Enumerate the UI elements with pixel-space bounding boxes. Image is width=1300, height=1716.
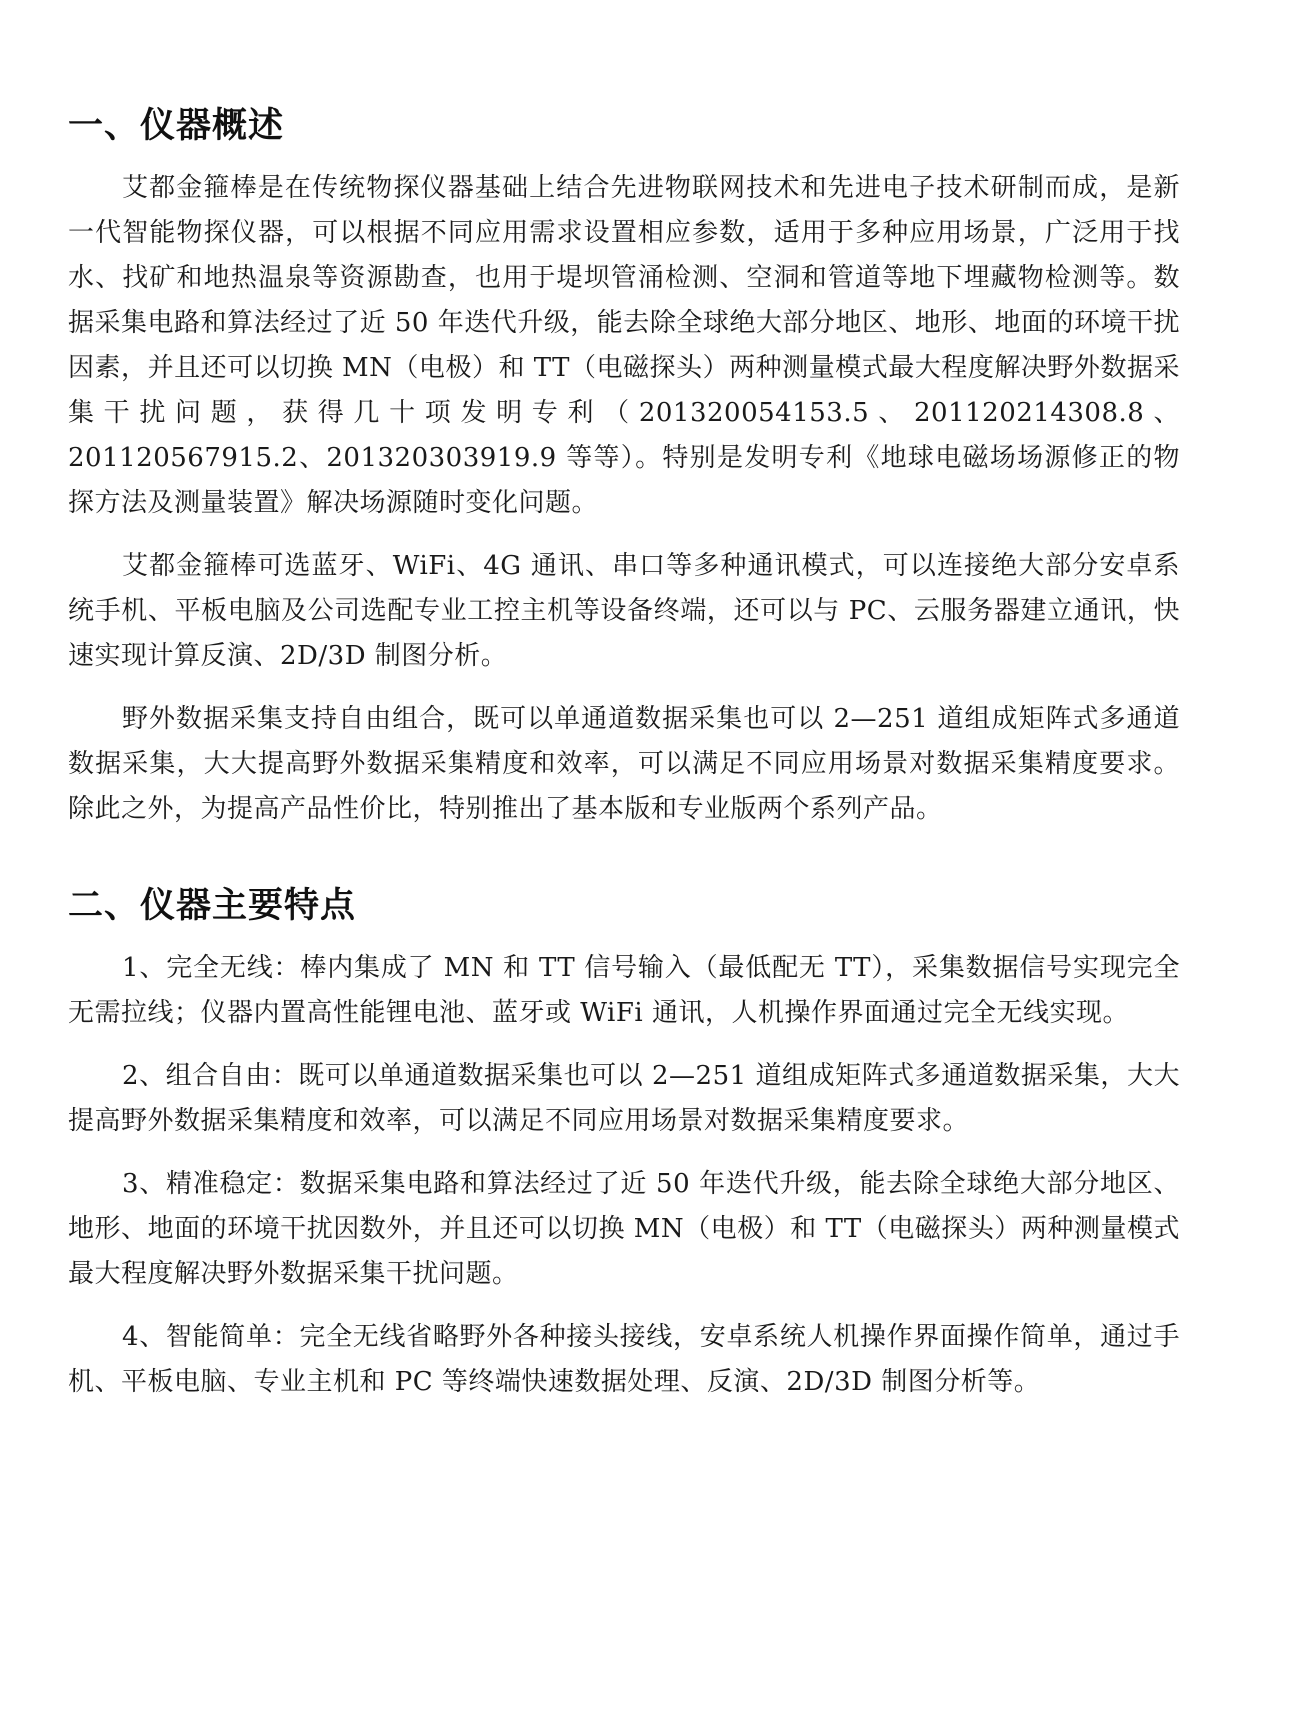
section-1-paragraph-3: 野外数据采集支持自由组合，既可以单通道数据采集也可以 2—251 道组成矩阵式多通道数据采集，大大提高野外数据采集精度和效率，可以满足不同应用场景对数据采集精度要求。除此之外，为提高产品性价比，特别推出了基本版和专业版两个系列产品。 <box>68 704 1180 824</box>
feature-item-precision: 3、精准稳定：数据采集电路和算法经过了近 50 年迭代升级，能去除全球绝大部分地区、地形、地面的环境干扰因数外，并且还可以切换 MN（电极）和 TT（电磁探头）两种测量模式最大程度解决野外数据采集干扰问题。 <box>68 1169 1180 1289</box>
section-2-heading: 二、仪器主要特点 <box>68 886 357 926</box>
section-1-paragraph-1: 艾都金箍棒是在传统物探仪器基础上结合先进物联网技术和先进电子技术研制而成，是新一代智能物探仪器，可以根据不同应用需求设置相应参数，适用于多种应用场景，广泛用于找水、找矿和地热温泉等资源勘查，也用于堤坝管涌检测、空洞和管道等地下埋藏物检测等。数据采集电路和算法经过了近 50 年迭代升级，能去除全球绝大部分地区、地形、地面的环境干扰因素，并且还可以切换 MN（电极）和 TT（电磁探头）两种测量模式最大程度解决野外数据采集干扰问题，获得几十项发明专利（201320054153.5、201120214308.8、201120567915.2、201320303919.9 等等）。特别是发明专利《地球电磁场场源修正的物探方法及测量装置》解决场源随时变化问题。 <box>68 173 1180 518</box>
document-content <box>68 96 1180 1423</box>
feature-item-combination: 2、组合自由：既可以单通道数据采集也可以 2—251 道组成矩阵式多通道数据采集，大大提高野外数据采集精度和效率，可以满足不同应用场景对数据采集精度要求。 <box>68 1061 1180 1136</box>
feature-item-wireless: 1、完全无线：棒内集成了 MN 和 TT 信号输入（最低配无 TT），采集数据信号实现完全无需拉线；仪器内置高性能锂电池、蓝牙或 WiFi 通讯，人机操作界面通过完全无线实现。 <box>68 953 1180 1028</box>
section-1-paragraph-2: 艾都金箍棒可选蓝牙、WiFi、4G 通讯、串口等多种通讯模式，可以连接绝大部分安卓系统手机、平板电脑及公司选配专业工控主机等设备终端，还可以与 PC、云服务器建立通讯，快速实现计算反演、2D/3D 制图分析。 <box>68 551 1180 671</box>
feature-item-smart: 4、智能简单：完全无线省略野外各种接头接线，安卓系统人机操作界面操作简单，通过手机、平板电脑、专业主机和 PC 等终端快速数据处理、反演、2D/3D 制图分析等。 <box>68 1322 1180 1397</box>
section-1-heading: 一、仪器概述 <box>68 106 285 146</box>
